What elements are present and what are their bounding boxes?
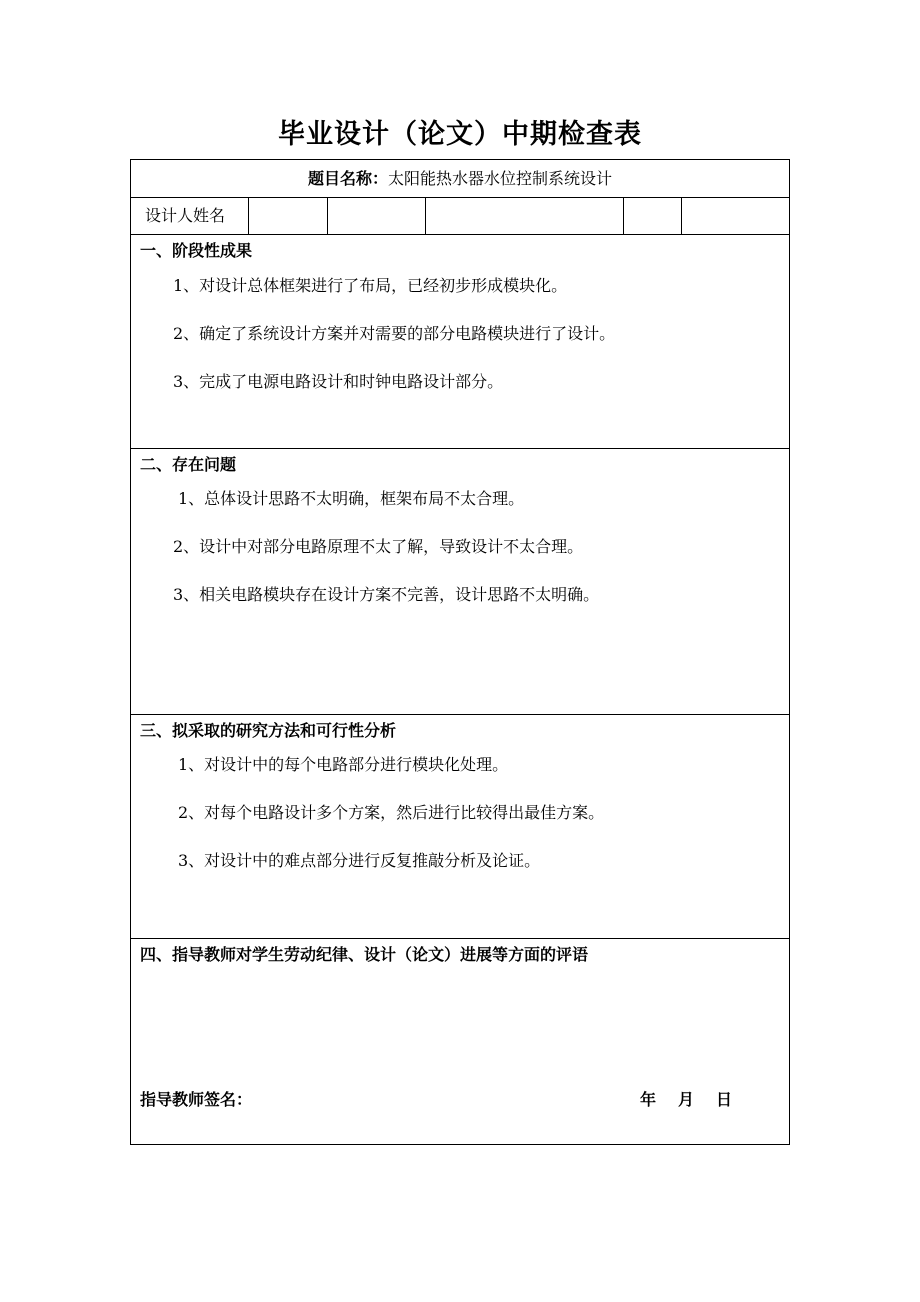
list-item: 3、完成了电源电路设计和时钟电路设计部分。 [173, 372, 504, 391]
list-item: 3、对设计中的难点部分进行反复推敲分析及论证。 [178, 851, 541, 870]
designer-name-row [131, 198, 789, 235]
topic-value: 太阳能热水器水位控制系统设计 [388, 169, 613, 188]
section-heading: 一、阶段性成果 [140, 241, 253, 260]
list-item: 3、相关电路模块存在设计方案不完善，设计思路不太明确。 [173, 585, 600, 604]
designer-name-cell-3[interactable] [426, 198, 624, 234]
list-item: 2、确定了系统设计方案并对需要的部分电路模块进行了设计。 [173, 324, 616, 343]
date-month-label: 月 [678, 1090, 695, 1109]
section-heading: 三、拟采取的研究方法和可行性分析 [140, 721, 397, 740]
advisor-signature-label: 指导教师签名： [140, 1090, 253, 1109]
page-title: 毕业设计（论文）中期检查表 [278, 119, 642, 150]
designer-name-cell-5[interactable] [682, 198, 789, 234]
inspection-form-table [130, 159, 790, 1145]
designer-name-cell-2[interactable] [328, 198, 426, 234]
section-achievements [131, 235, 789, 449]
date-day-label: 日 [716, 1090, 733, 1109]
section-heading: 二、存在问题 [140, 455, 237, 474]
list-item: 1、对设计中的每个电路部分进行模块化处理。 [178, 755, 509, 774]
designer-name-label: 设计人姓名 [131, 198, 249, 234]
designer-name-cell-4[interactable] [624, 198, 682, 234]
list-item: 2、设计中对部分电路原理不太了解，导致设计不太合理。 [173, 537, 584, 556]
list-item: 2、对每个电路设计多个方案，然后进行比较得出最佳方案。 [178, 803, 605, 822]
list-item: 1、总体设计思路不太明确，框架布局不太合理。 [178, 489, 525, 508]
list-item: 1、对设计总体框架进行了布局，已经初步形成模块化。 [173, 276, 568, 295]
date-year-label: 年 [640, 1090, 657, 1109]
section-methods [131, 715, 789, 939]
section-advisor-comments [131, 939, 789, 1144]
designer-name-cell-1[interactable] [249, 198, 328, 234]
section-problems [131, 449, 789, 715]
topic-label: 题目名称： [307, 169, 388, 188]
topic-row [131, 160, 789, 198]
section-heading: 四、指导教师对学生劳动纪律、设计（论文）进展等方面的评语 [140, 945, 589, 964]
